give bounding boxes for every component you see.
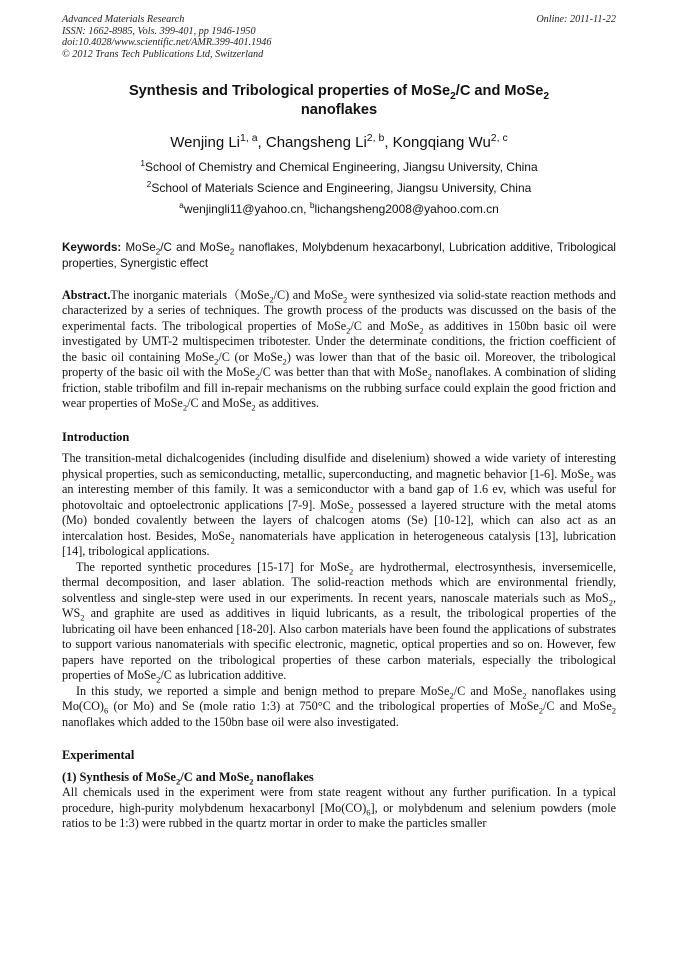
experimental-paragraph-1: All chemicals used in the experiment were from state reagent without any further purification. In a typical procedure, high-purity molybdenum hexacarbonyl $[Mo(CO)_6]$, or molybdenum and selenium powders (mole ratios to be 1:3) were rubbed in the quartz mortar in order to make the particles smaller — [62, 785, 616, 831]
journal-info — [62, 14, 271, 60]
running-header — [62, 14, 616, 60]
copyright-line: © 2012 Trans Tech Publications Ltd, Switzerland — [62, 48, 264, 60]
intro-paragraph-1: The transition-metal dichalcogenides (including disulfide and diselenium) showed a wide variety of interesting physical properties, such as semiconducting, metallic, superconducting, and magnetic behavior [1-6]. MoSe$_2$ was an interesting member of this family. It was a semiconductor with a band gap of 1.6 ev, which was useful for photovoltaic and optoelectronic applications [7-9]. MoSe$_2$ possessed a layered structure with the metal atoms (Mo) bonded covalently between the layers of chalcogen atoms (Se) [10-12], which can also act as an intercalation host. Besides, MoSe$_2$ nanomaterials have application in heterogeneous catalysis [13], lubrication [14], tribological applications. — [62, 451, 616, 559]
experimental-heading: Experimental — [62, 748, 135, 763]
intro-paragraph-3: In this study, we reported a simple and benign method to prepare MoSe$_2$/C and MoSe$_2$ nanoflakes using $Mo(CO)_6$ (or Mo) and Se (mole ratio 1:3) at 750°C and the tribological properties of MoSe$_2$/C and MoSe$_2$ nanoflakes which added to the 150bn base oil were also investigated. — [62, 683, 617, 729]
introduction-heading: Introduction — [62, 429, 130, 444]
journal-name: Advanced Materials Research — [62, 14, 185, 25]
keywords: Keywords: MoSe$_2$/C and MoSe$_2$ nanoflakes, Molybdenum hexacarbonyl, Lubrication additive, Tribological properties, Synergistic effect — [62, 241, 616, 270]
intro-paragraph-2: The reported synthetic procedures [15-17] for MoSe$_2$ are hydrothermal, electrosynthesis, inversemicelle, thermal decomposition, and laser ablation. The solid-reaction methods which are environmental friendly, solventless and single-step were used in our experiments. In recent years, nanoscale materials such as MoS$_2$, $WS_2$ and graphite are used as additives in liquid lubricants, as a result, the tribological properties of the lubricating oil have been enhanced [18-20]. Also carbon materials have been found the applications of substrates to support various nanomaterials with specific electronic, magnetic, optical properties and so on. However, few papers have reported on the tribological properties of these carbon materials, especially the tribological properties of MoSe$_2$/C as lubrication additive. — [62, 559, 616, 685]
affiliation-2: $^2$School of Materials Science and Engineering, Jiangsu University, China — [146, 179, 532, 196]
doi-line: doi:10.4028/www.scientific.net/AMR.399-401.1946 — [62, 37, 272, 49]
author-list: Wenjing Li$^{1, a}$, Changsheng Li$^{2, b}$, Kongqiang Wu$^{2, c}$ — [170, 132, 508, 152]
author-name: Changsheng Li — [265, 134, 367, 152]
paper-page — [62, 14, 616, 832]
author-name: Kongqiang Wu — [392, 134, 491, 152]
synthesis-subheading: (1) Synthesis of MoSe$_2$/C and MoSe$_2$ nanoflakes — [62, 769, 314, 787]
paper-title: Synthesis and Tribological properties of MoSe$_2$/C and MoSe$_2$ nanoflakes — [128, 83, 550, 119]
author-name: Wenjing Li — [170, 134, 241, 152]
issn-line: ISSN: 1662-8985, Vols. 399-401, pp 1946-1950 — [62, 25, 256, 37]
author-emails: $^a$wenjingli11@yahoo.cn, $^b$lichangsheng2008@yahoo.com.cn — [179, 200, 499, 217]
affiliation-1: $^1$School of Chemistry and Chemical Engineering, Jiangsu University, China — [140, 158, 538, 175]
online-date: Online: 2011-11-22 — [536, 14, 616, 25]
abstract: Abstract.The inorganic materials（MoSe$_2$/C) and MoSe$_2$ were synthesized via solid-state reaction methods and characterized by a series of techniques. The growth process of the products was discussed on the basis of the experimental facts. The tribological properties of MoSe$_2$/C and MoSe$_2$ as additives in 150bn basic oil were investigated by UMT-2 multispecimen tribotester. Under the determinate conditions, the friction coefficient of the basic oil containing MoSe$_2$/C (or MoSe$_2$) was lower than that of the basic oil. Moreover, the tribological property of the basic oil with the MoSe$_2$/C was better than that with MoSe$_2$ nanoflakes. A combination of sliding friction, stable tribofilm and fill in-repair mechanisms on the rubbing surface could explain the good friction and wear properties of MoSe$_2$/C and MoSe$_2$ as additives. — [62, 287, 616, 413]
